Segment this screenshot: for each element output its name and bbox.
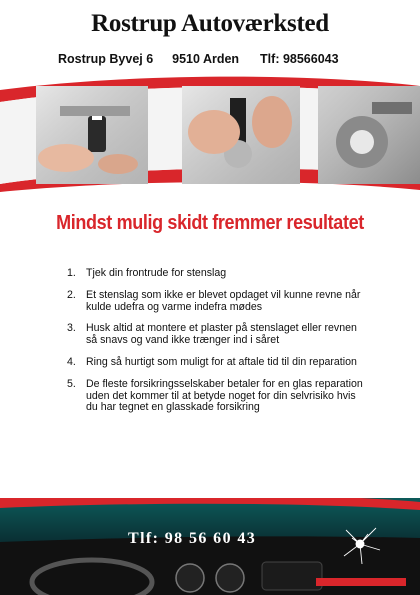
item-number: 4. bbox=[67, 355, 76, 368]
photo-repair-kit bbox=[36, 86, 148, 184]
list-item bbox=[67, 290, 367, 314]
footer-phone-number: Tlf: 98 56 60 43 bbox=[128, 530, 257, 547]
item-number: 1. bbox=[67, 267, 76, 279]
list-item bbox=[67, 323, 367, 347]
street-address: Rostrup Byvej 6 bbox=[58, 52, 154, 66]
item-text: Et stenslag som ikke er blevet opdaget vil kunne revne når kulde udefra og varme indefra mødes bbox=[86, 288, 361, 313]
item-number: 3. bbox=[67, 322, 76, 335]
header-phone: Tlf: 98566043 bbox=[260, 52, 339, 66]
list-item bbox=[67, 379, 367, 414]
headline: Mindst mulig skidt fremmer resultatet bbox=[56, 212, 364, 234]
photo-banner bbox=[0, 72, 420, 192]
list-item bbox=[67, 268, 367, 280]
list-item bbox=[67, 357, 367, 369]
item-text: Ring så hurtigt som muligt for at aftale tid til din reparation bbox=[86, 355, 357, 368]
item-number: 5. bbox=[67, 377, 76, 390]
address-line bbox=[58, 52, 378, 66]
item-text: De fleste forsikringsselskaber betaler for en glas reparation uden det kommer til at betyde noget for din selvrisiko hvis du har tegnet en glasskade forsikring bbox=[86, 377, 363, 414]
company-name: Rostrup Autoværksted bbox=[91, 10, 329, 37]
photo-injector-tool bbox=[182, 86, 300, 184]
item-number: 2. bbox=[67, 288, 76, 301]
postal-city: 9510 Arden bbox=[172, 52, 240, 66]
tips-list bbox=[67, 268, 367, 424]
photo-windshield-repair bbox=[318, 86, 420, 184]
item-text: Husk altid at montere et plaster på stenslaget eller revnen så snavs og vand ikke trænger ind i såret bbox=[86, 322, 357, 347]
item-text: Tjek din frontrude for stenslag bbox=[86, 267, 227, 279]
flyer-header bbox=[0, 0, 420, 80]
